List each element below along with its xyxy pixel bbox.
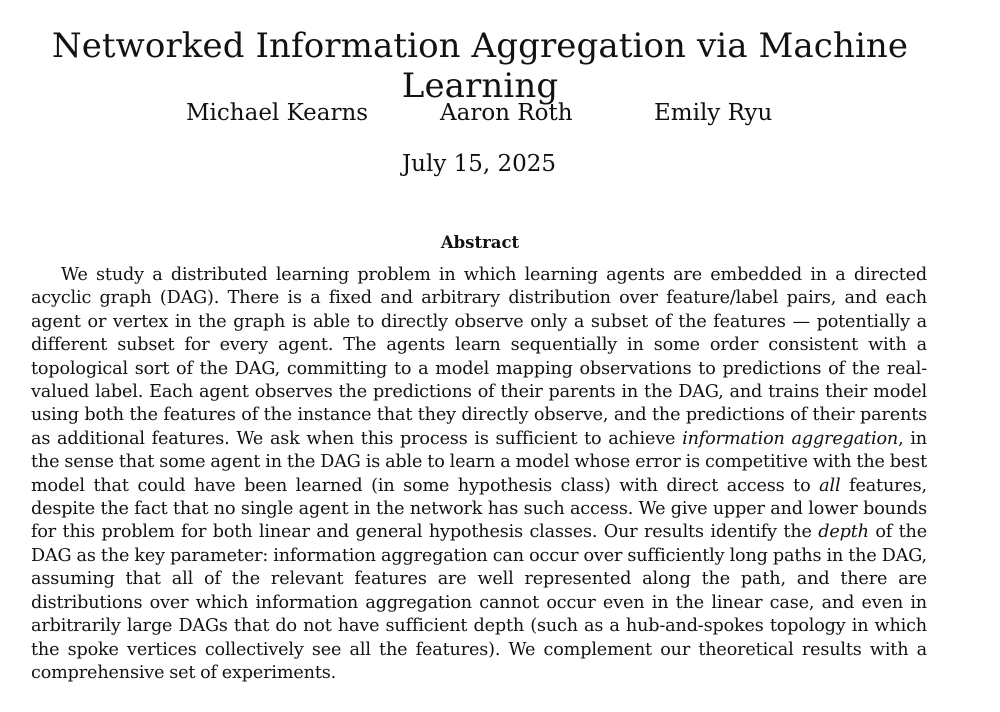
author-name: Aaron Roth xyxy=(440,100,573,126)
author-name: Michael Kearns xyxy=(186,100,369,126)
abstract-text: , in the sense that some agent in the DAG is able to learn a model whose error is competitive with the best model that could have been learned (in some hypothesis class) with direct access to xyxy=(31,428,927,496)
paper-title: Networked Information Aggregation via Machine Learning xyxy=(51,26,909,106)
paper-date: July 15, 2025 xyxy=(401,151,557,177)
abstract-heading: Abstract xyxy=(440,233,520,252)
abstract-emphasis: information aggregation xyxy=(682,428,899,449)
author-list xyxy=(0,100,960,130)
abstract-emphasis: all xyxy=(819,475,841,496)
author-name: Emily Ryu xyxy=(654,100,773,126)
abstract-text: of the DAG as the key parameter: information aggregation can occur over sufficiently long paths in the DAG, assuming that all of the relevant features are well represented along the path, and there are distributions over which information aggregation cannot occur even in the linear case, and even in arbitrarily large DAGs that do not have sufficient depth (such as a hub-and-spokes topology in which the spoke vertices collectively see all the features). We complement our theoretical results with a comprehensive set of experiments. xyxy=(31,522,927,683)
abstract-body xyxy=(31,264,927,685)
abstract-text: We study a distributed learning problem in which learning agents are embedded in a directed acyclic graph (DAG). There is a fixed and arbitrary distribution over feature/label pairs, and each agent or vertex in the graph is able to directly observe only a subset of the features — potentially a different subset for every agent. The agents learn sequentially in some order consistent with a topological sort of the DAG, committing to a model mapping observations to predictions of the real-valued label. Each agent observes the predictions of their parents in the DAG, and trains their model using both the features of the instance that they directly observe, and the predictions of their parents as additional features. We ask when this process is sufficient to achieve xyxy=(31,265,927,449)
abstract-emphasis: depth xyxy=(818,522,869,543)
abstract-text: features, despite the fact that no single agent in the network has such access. We give upper and lower bounds for this problem for both linear and general hypothesis classes. Our results identify the xyxy=(31,475,927,543)
